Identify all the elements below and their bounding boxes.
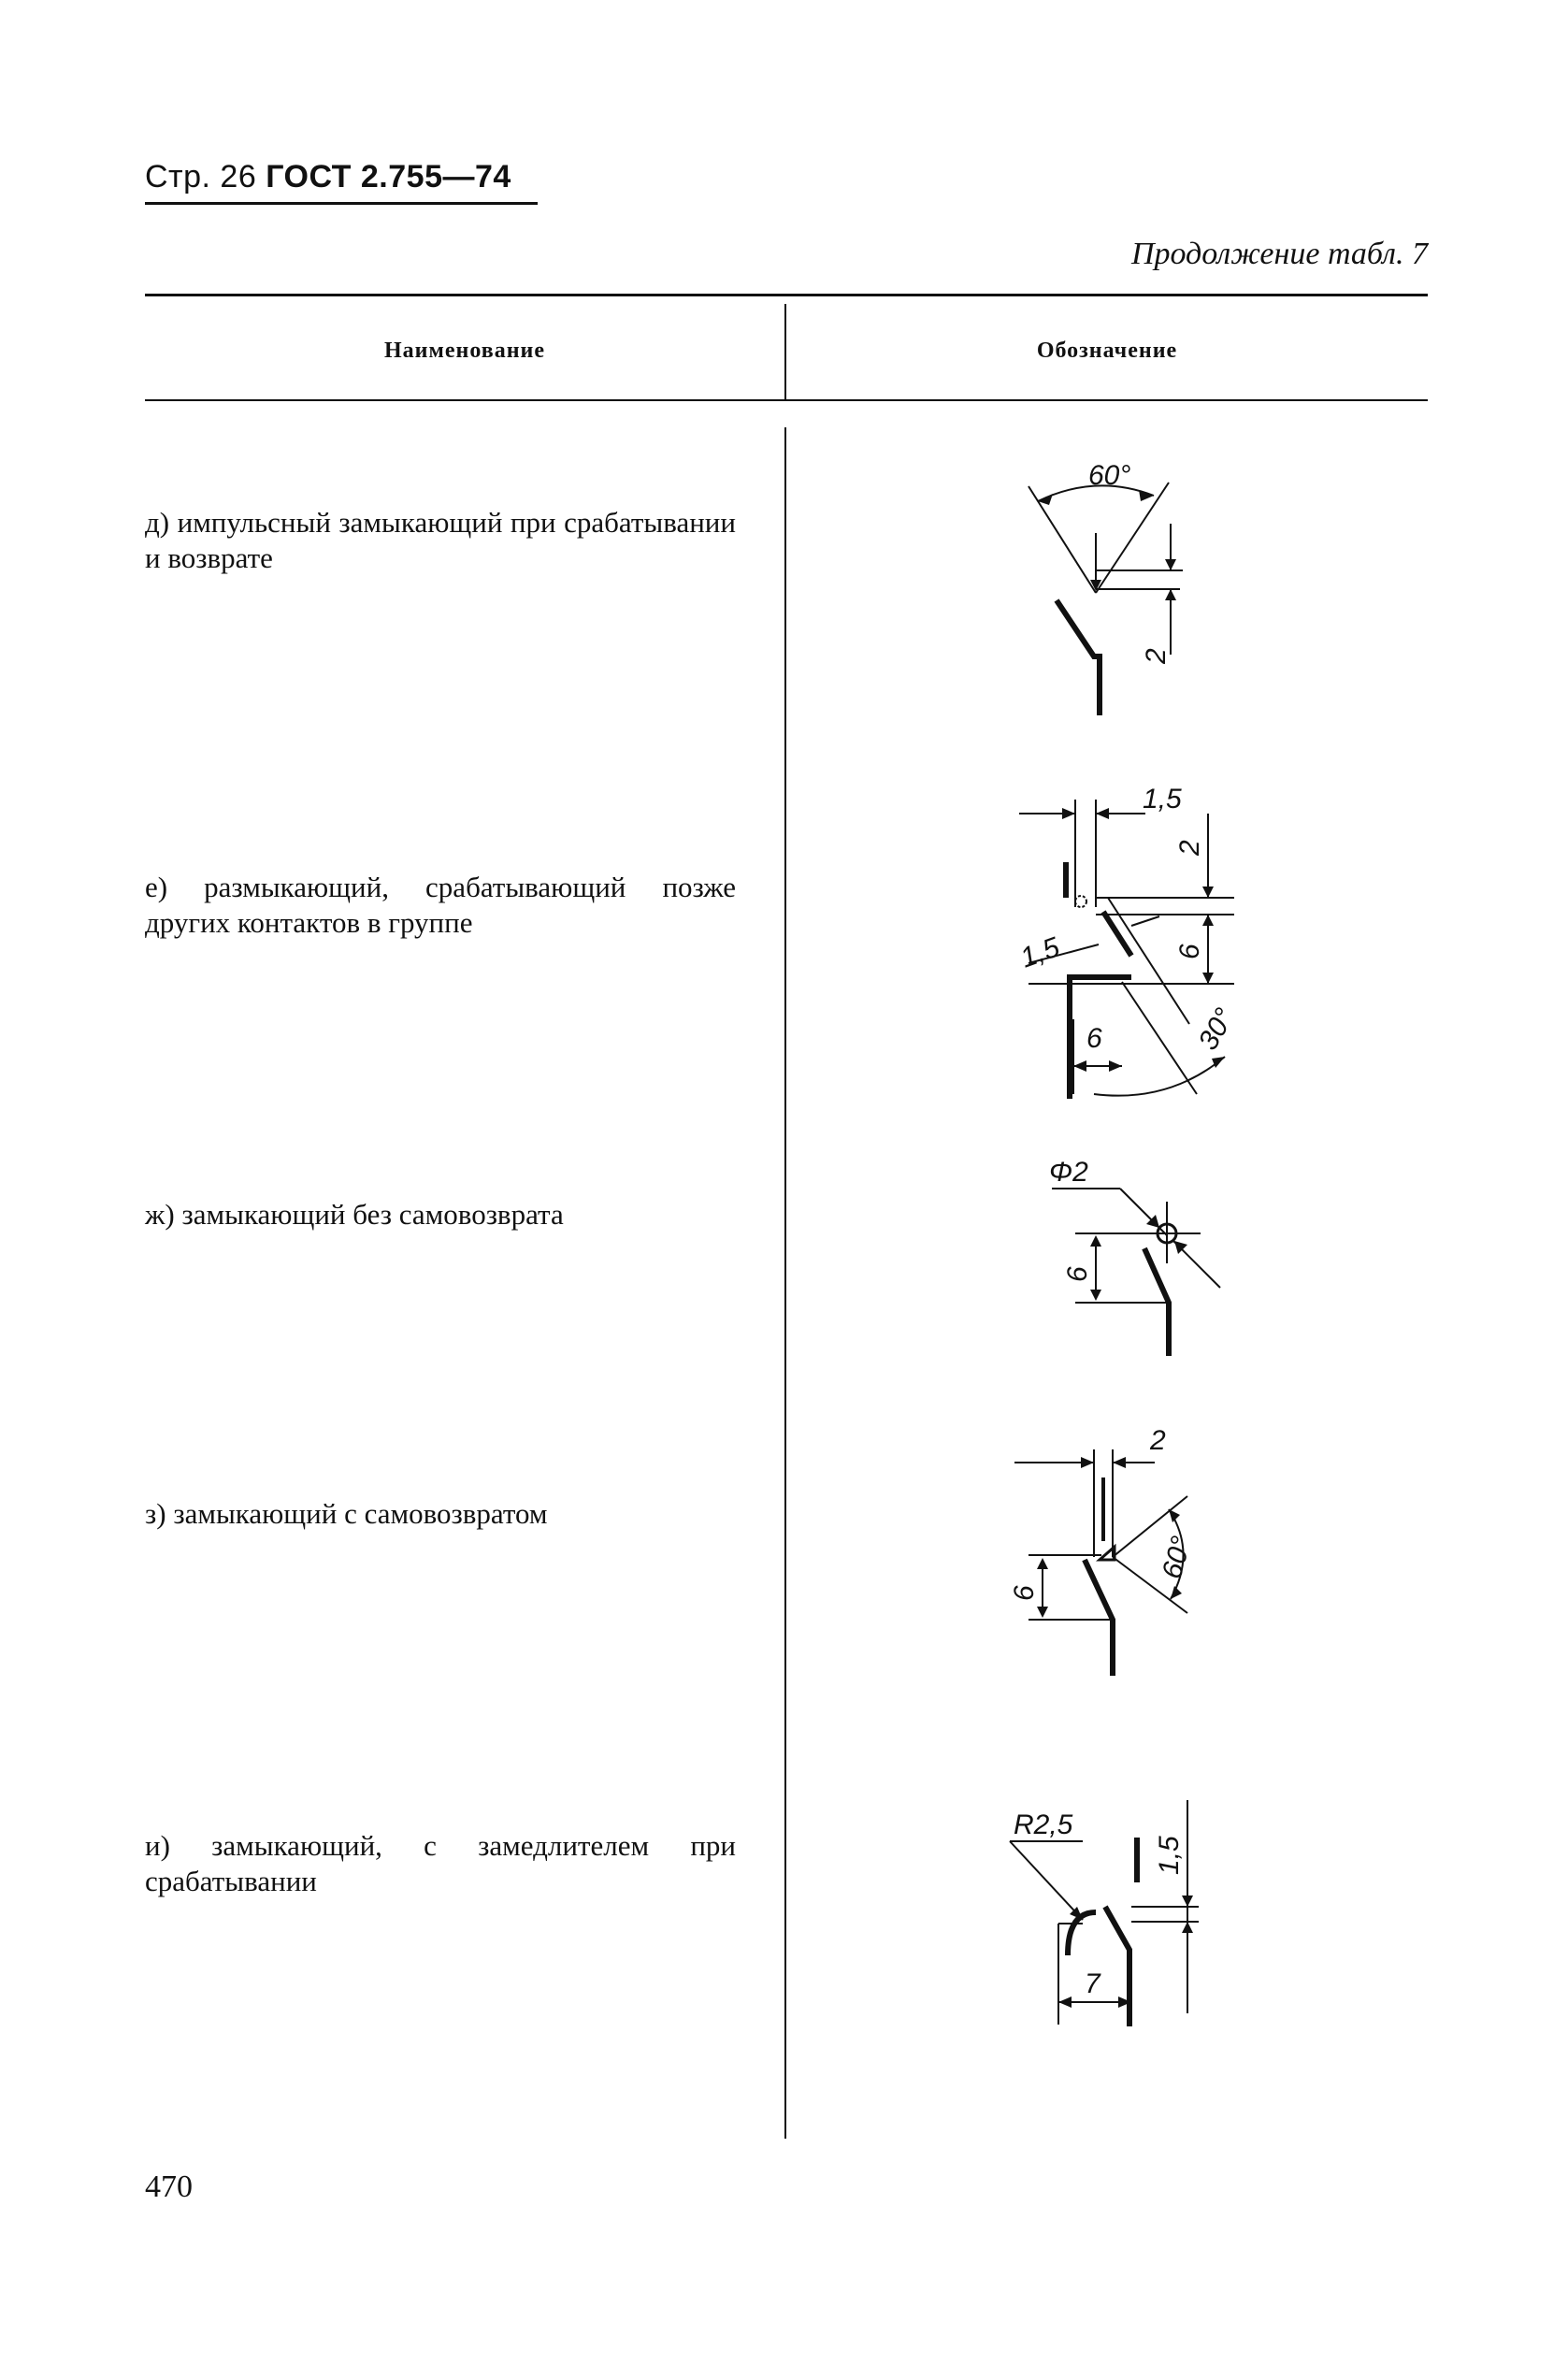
row-text-z: з) замыкающий с самовозвратом <box>145 1497 548 1530</box>
running-header <box>145 159 511 195</box>
dim-radius-i: R2,5 <box>1014 1809 1073 1840</box>
dim-width-e: 1,5 <box>1143 784 1182 814</box>
symbol-zh-closing-no-return <box>1010 1146 1253 1370</box>
dim-height-e: 6 <box>1174 944 1205 959</box>
dim-angle-d: 60° <box>1088 460 1131 491</box>
symbol-e-late-break <box>991 776 1290 1132</box>
table-top-rule <box>145 294 1428 296</box>
row-text-e: е) размыкающий, срабатывающий позже других контактов в группе <box>145 871 736 939</box>
dim-diameter-zh: Φ2 <box>1049 1157 1088 1188</box>
page-reference: Стр. 26 <box>145 159 257 195</box>
dim-width2-e: 6 <box>1086 1023 1102 1054</box>
row-text-zh: ж) замыкающий без самовозврата <box>145 1198 564 1231</box>
standard-number: ГОСТ 2.755—74 <box>266 159 511 195</box>
symbol-z-closing-self-return <box>991 1421 1290 1693</box>
symbol-d-impulse-closing <box>991 440 1290 729</box>
column-header-symbol: Обозначение <box>1036 339 1178 363</box>
symbol-i-closing-delayed <box>991 1781 1290 2034</box>
table-header-rule <box>145 399 1428 401</box>
row-text-i: и) замыкающий, с замедлителем при срабатывании <box>145 1829 736 1897</box>
dim-angle-z: 60° <box>1156 1533 1198 1582</box>
dim-radius-e: 1,5 <box>1016 931 1064 974</box>
row-text-d: д) импульсный замыкающий при срабатывании и возврате <box>145 506 736 574</box>
dim-width-z: 2 <box>1150 1425 1166 1456</box>
column-divider-body <box>784 427 786 2139</box>
page-number: 470 <box>145 2169 193 2204</box>
dim-offset-d: 2 <box>1141 648 1172 664</box>
dim-height-z: 6 <box>1009 1585 1040 1601</box>
dim-gap-e: 2 <box>1174 840 1205 856</box>
dim-height-i: 1,5 <box>1154 1836 1185 1875</box>
dim-angle-e: 30° <box>1192 1002 1241 1056</box>
column-header-name: Наименование <box>384 339 545 363</box>
table-continuation-label: Продолжение табл. 7 <box>1130 237 1428 271</box>
dim-width-i: 7 <box>1085 1968 1100 1999</box>
dim-height-zh: 6 <box>1062 1266 1093 1282</box>
header-underline <box>145 202 538 205</box>
